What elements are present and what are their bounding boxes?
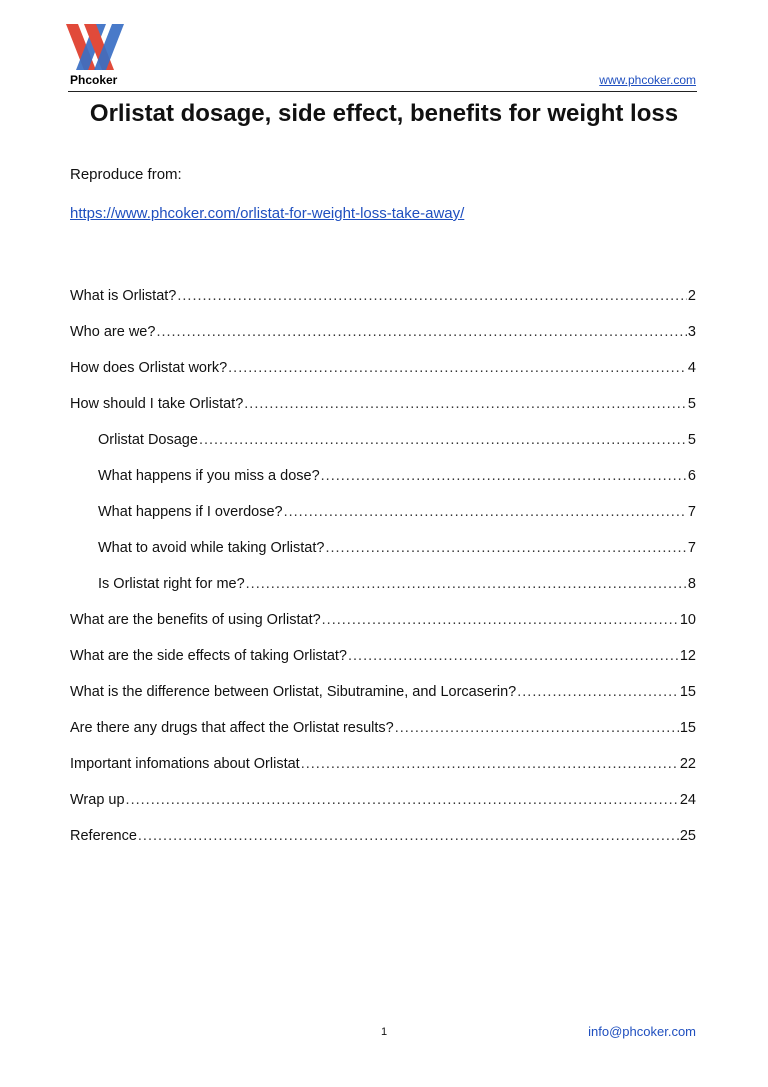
document-title: Orlistat dosage, side effect, benefits for weight loss bbox=[89, 100, 679, 127]
toc-dot-leader bbox=[138, 826, 679, 846]
brand-name: Phcoker bbox=[70, 73, 118, 87]
toc-entry-label: What is Orlistat? bbox=[70, 288, 177, 304]
toc-entry[interactable] bbox=[70, 754, 696, 774]
toc-entry[interactable] bbox=[70, 682, 696, 702]
toc-entry-label: Reference bbox=[70, 828, 137, 844]
toc-entry-page: 8 bbox=[687, 576, 696, 592]
toc-dot-leader bbox=[301, 754, 679, 774]
toc-dot-leader bbox=[325, 538, 686, 558]
toc-dot-leader bbox=[348, 646, 679, 666]
toc-dot-leader bbox=[126, 790, 679, 810]
page-number: 1 bbox=[380, 1026, 388, 1038]
toc-entry-page: 7 bbox=[687, 540, 696, 556]
toc-entry[interactable] bbox=[98, 502, 696, 522]
toc-entry-label: Is Orlistat right for me? bbox=[98, 576, 245, 592]
toc-entry[interactable] bbox=[98, 574, 696, 594]
toc-entry-label: Orlistat Dosage bbox=[98, 432, 198, 448]
toc-entry-page: 22 bbox=[679, 756, 696, 772]
toc-entry[interactable] bbox=[70, 322, 696, 342]
toc-entry-label: What happens if you miss a dose? bbox=[98, 468, 320, 484]
toc-dot-leader bbox=[321, 466, 687, 486]
toc-entry-page: 25 bbox=[679, 828, 696, 844]
toc-entry[interactable] bbox=[98, 538, 696, 558]
toc-dot-leader bbox=[199, 430, 687, 450]
toc-entry-label: What happens if I overdose? bbox=[98, 504, 283, 520]
toc-entry-page: 2 bbox=[687, 288, 696, 304]
toc-entry-label: Important infomations about Orlistat bbox=[70, 756, 300, 772]
toc-entry[interactable] bbox=[70, 646, 696, 666]
contact-email-link[interactable]: info@phcoker.com bbox=[588, 1024, 696, 1039]
toc-entry-page: 12 bbox=[679, 648, 696, 664]
toc-dot-leader bbox=[228, 358, 687, 378]
toc-entry-page: 5 bbox=[687, 396, 696, 412]
toc-entry-label: Are there any drugs that affect the Orlistat results? bbox=[70, 720, 394, 736]
toc-entry[interactable] bbox=[70, 610, 696, 630]
website-link[interactable]: www.phcoker.com bbox=[599, 73, 696, 87]
toc-entry-label: What to avoid while taking Orlistat? bbox=[98, 540, 325, 556]
toc-entry-page: 7 bbox=[687, 504, 696, 520]
toc-dot-leader bbox=[244, 394, 687, 414]
toc-entry-page: 15 bbox=[679, 684, 696, 700]
toc-entry-label: How does Orlistat work? bbox=[70, 360, 228, 376]
toc-entry[interactable] bbox=[70, 826, 696, 846]
toc-entry-label: What are the side effects of taking Orlistat? bbox=[70, 648, 347, 664]
toc-entry[interactable] bbox=[70, 286, 696, 306]
toc-entry-page: 6 bbox=[687, 468, 696, 484]
phcoker-logo-icon bbox=[66, 24, 124, 70]
toc-entry-label: How should I take Orlistat? bbox=[70, 396, 244, 412]
toc-entry[interactable] bbox=[70, 358, 696, 378]
toc-entry-label: Wrap up bbox=[70, 792, 125, 808]
toc-dot-leader bbox=[156, 322, 686, 342]
toc-entry-label: What is the difference between Orlistat, Sibutramine, and Lorcaserin? bbox=[70, 684, 517, 700]
toc-dot-leader bbox=[246, 574, 687, 594]
toc-dot-leader bbox=[284, 502, 687, 522]
header-divider bbox=[68, 91, 697, 92]
toc-dot-leader bbox=[322, 610, 679, 630]
toc-dot-leader bbox=[177, 286, 687, 306]
toc-entry-label: What are the benefits of using Orlistat? bbox=[70, 612, 321, 628]
toc-entry[interactable] bbox=[70, 718, 696, 738]
toc-entry-page: 4 bbox=[687, 360, 696, 376]
source-url-link[interactable]: https://www.phcoker.com/orlistat-for-weight-loss-take-away/ bbox=[70, 205, 465, 222]
reproduce-label: Reproduce from: bbox=[70, 166, 182, 183]
toc-entry-page: 15 bbox=[679, 720, 696, 736]
toc-entry-page: 24 bbox=[679, 792, 696, 808]
toc-entry[interactable] bbox=[98, 466, 696, 486]
toc-dot-leader bbox=[517, 682, 679, 702]
toc-entry-page: 10 bbox=[679, 612, 696, 628]
toc-entry[interactable] bbox=[70, 790, 696, 810]
toc-entry-label: Who are we? bbox=[70, 324, 156, 340]
toc-entry[interactable] bbox=[70, 394, 696, 414]
toc-entry[interactable] bbox=[98, 430, 696, 450]
toc-entry-page: 3 bbox=[687, 324, 696, 340]
toc-entry-page: 5 bbox=[687, 432, 696, 448]
toc-dot-leader bbox=[395, 718, 679, 738]
